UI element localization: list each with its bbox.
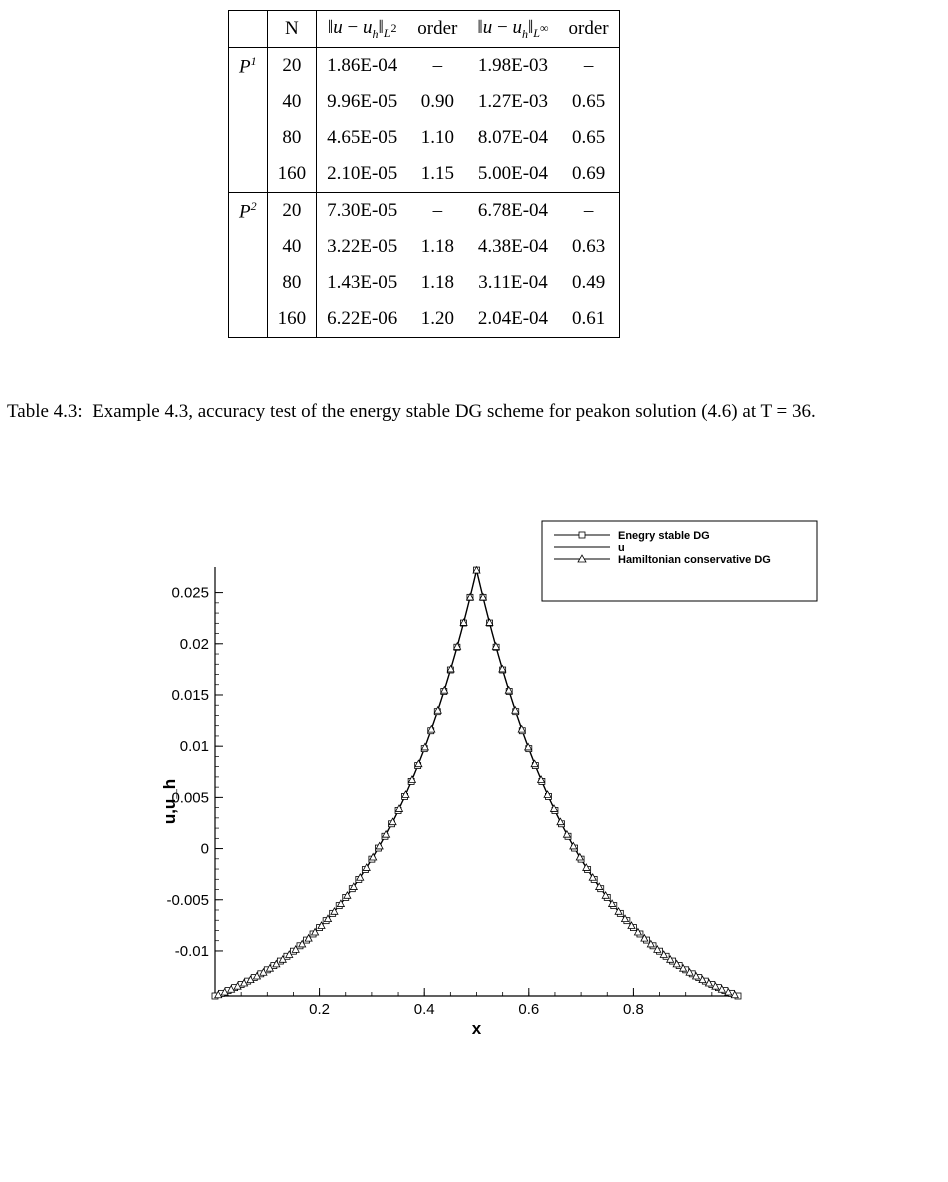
cell-order-l2: 1.18 (420, 272, 454, 293)
y-tick-label: 0.015 (171, 686, 209, 704)
cell-l2: 9.96E-05 (327, 91, 398, 112)
table-row (229, 84, 620, 120)
cell-order-l2: 1.10 (420, 127, 454, 148)
cell-n: 80 (267, 265, 317, 301)
y-tick-label: 0.02 (179, 635, 209, 653)
cell-order-linf: 0.65 (559, 120, 620, 156)
cell-linf: 2.04E-04 (467, 301, 558, 338)
table-row (229, 193, 620, 230)
cell-n: 20 (267, 48, 317, 85)
cell-l2: 1.43E-05 (327, 272, 398, 293)
table-row (229, 48, 620, 85)
cell-n: 40 (267, 84, 317, 120)
cell-order-l2: 0.90 (420, 91, 454, 112)
caption-text: Example 4.3, accuracy test of the energy stable DG scheme for peakon solution (4.6) at T = 36. (92, 401, 816, 422)
table-caption (7, 396, 943, 428)
y-tick-label: 0.01 (179, 738, 209, 756)
x-tick-label: 0.2 (309, 1001, 331, 1018)
legend-entry: Hamiltonian conservative DG (618, 554, 771, 566)
table-row (229, 229, 620, 265)
cell-l2: 3.22E-05 (327, 236, 398, 257)
cell-order-linf: 0.65 (559, 84, 620, 120)
cell-n: 160 (267, 301, 317, 338)
header-linf-error: ‖u − $u_h‖_{L^\infty}$ (467, 11, 558, 48)
cell-order-linf: 0.61 (559, 301, 620, 338)
group-label-p1: $P^1$ (229, 48, 268, 85)
cell-order-l2: 1.15 (420, 163, 454, 184)
series-line-u (215, 570, 738, 996)
y-tick-label: -0.01 (174, 942, 209, 960)
table-header-row (229, 11, 620, 48)
header-order-linf: order (559, 11, 620, 48)
cell-n: 80 (267, 120, 317, 156)
table-row (229, 120, 620, 156)
header-n: N (267, 11, 317, 48)
cell-linf: 5.00E-04 (477, 163, 549, 184)
results-table (228, 10, 620, 338)
cell-order-linf: – (559, 193, 620, 230)
x-tick-label: 0.8 (622, 1001, 644, 1018)
table-row (229, 156, 620, 193)
cell-linf: 6.78E-04 (467, 193, 558, 230)
cell-order-l2: – (407, 193, 467, 230)
y-tick-label: 0.005 (171, 789, 209, 807)
cell-order-linf: 0.63 (559, 229, 620, 265)
group-label-p2: $P^2$ (229, 193, 268, 230)
plot-axes (215, 567, 738, 996)
y-axis-label: u,u_h (160, 778, 179, 825)
series-line-energy-stable-dg (215, 570, 738, 996)
y-tick-label: -0.005 (166, 891, 209, 909)
cell-l2: 1.86E-04 (317, 48, 408, 85)
cell-l2: 7.30E-05 (317, 193, 408, 230)
cell-linf: 1.98E-03 (467, 48, 558, 85)
cell-linf: 8.07E-04 (477, 127, 549, 148)
cell-n: 40 (267, 229, 317, 265)
header-l2-error: ‖u − $u_h‖_{L^2}$ (317, 11, 408, 48)
y-tick-label: 0 (200, 840, 209, 858)
header-order-l2: order (407, 11, 467, 48)
legend-entry: u (618, 542, 625, 554)
header-empty (229, 11, 268, 48)
cell-linf: 1.27E-03 (477, 91, 549, 112)
cell-n: 160 (267, 156, 317, 193)
caption-label: Table 4.3: (7, 401, 83, 422)
cell-l2: 2.10E-05 (327, 163, 398, 184)
peakon-plot (0, 500, 948, 1060)
x-tick-label: 0.4 (413, 1001, 435, 1018)
cell-order-l2: – (407, 48, 467, 85)
cell-linf: 3.11E-04 (478, 272, 548, 293)
legend-entry: Enegry stable DG (618, 530, 710, 542)
legend-marker-square (579, 532, 585, 538)
cell-l2: 4.65E-05 (327, 127, 398, 148)
plot-series (212, 567, 741, 999)
table-row (229, 301, 620, 338)
cell-order-linf: 0.69 (559, 156, 620, 193)
cell-order-l2: 1.18 (420, 236, 454, 257)
x-tick-label: 0.6 (518, 1001, 540, 1018)
cell-order-linf: – (559, 48, 620, 85)
cell-order-linf: 0.49 (559, 265, 620, 301)
cell-order-l2: 1.20 (407, 301, 467, 338)
y-tick-label: 0.025 (171, 584, 209, 602)
x-axis-label: x (471, 1019, 482, 1038)
cell-l2: 6.22E-06 (317, 301, 408, 338)
plot-ticks (160, 585, 712, 1038)
table-row (229, 265, 620, 301)
plot-legend (542, 521, 817, 601)
cell-n: 20 (267, 193, 317, 230)
cell-linf: 4.38E-04 (477, 236, 549, 257)
